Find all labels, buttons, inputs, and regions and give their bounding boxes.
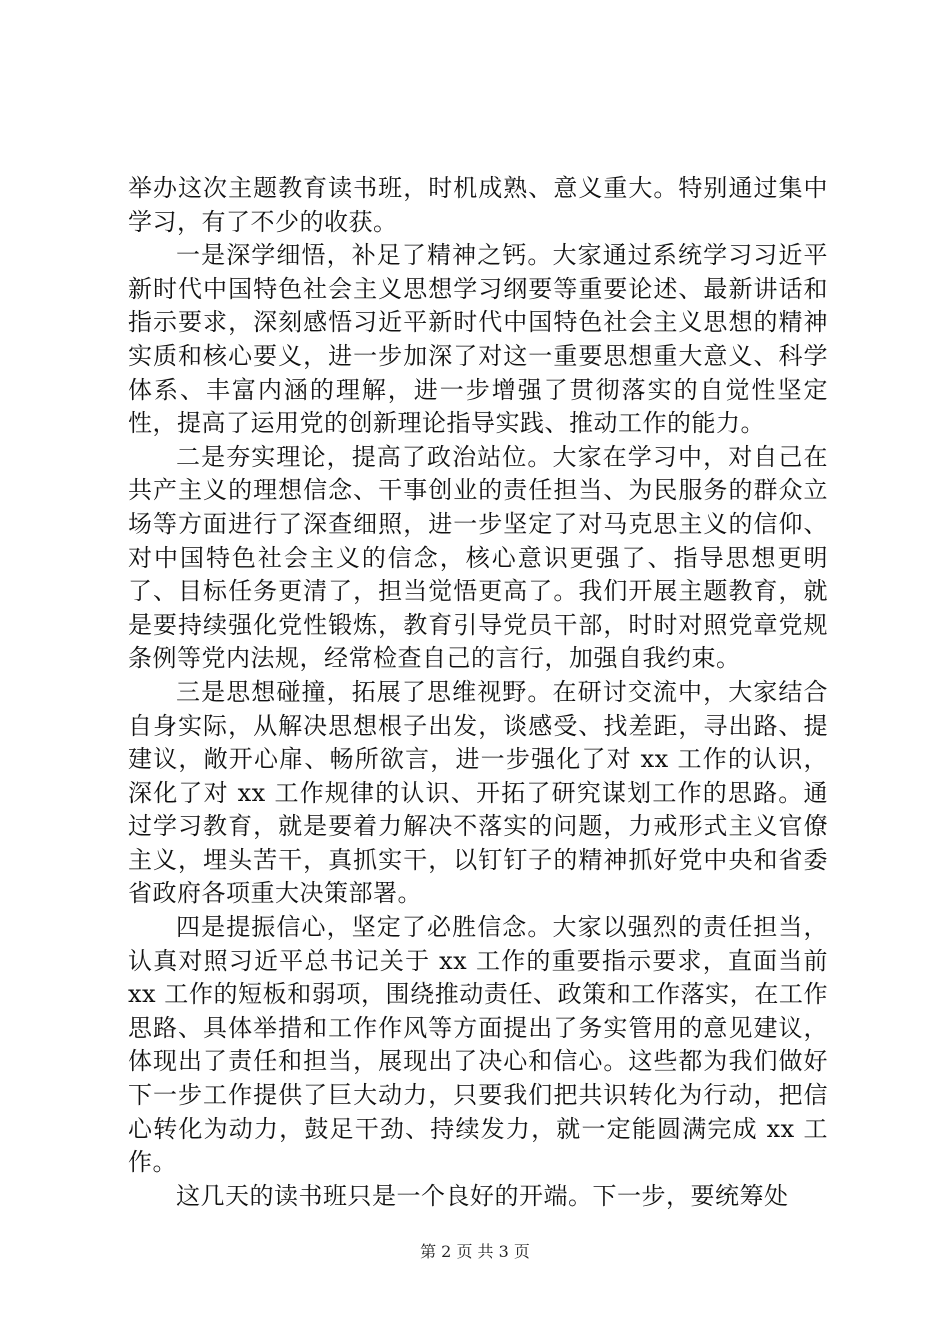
paragraph-intro: 举办这次主题教育读书班，时机成熟、意义重大。特别通过集中学习，有了不少的收获。 bbox=[128, 174, 828, 236]
page-number-footer: 第 2 页 共 3 页 bbox=[420, 1242, 530, 1261]
paragraph-next-steps: 这几天的读书班只是一个良好的开端。下一步，要统筹处 bbox=[176, 1181, 789, 1210]
paragraph-point-four: 四是提振信心，坚定了必胜信念。大家以强烈的责任担当，认真对照习近平总书记关于 xx 工作的重要指示要求，直面当前 xx 工作的短板和弱项，围绕推动责任、政策和工作落实，在工作思路、具体举措和工作作风等方面提出了务实管用的意见建议，体现出了责任和担当，展现出了决心和信心。这些都为我们做好下一步工作提供了巨大动力，只要我们把共识转化为行动，把信心转化为动力，鼓足干劲、持续发力，就一定能圆满完成 xx 工作。 bbox=[128, 913, 828, 1177]
paragraph-point-three: 三是思想碰撞，拓展了思维视野。在研讨交流中，大家结合自身实际，从解决思想根子出发，谈感受、找差距，寻出路、提建议，敞开心扉、畅所欲言，进一步强化了对 xx 工作的认识，深化了对 xx 工作规律的认识、开拓了研究谋划工作的思路。通过学习教育，就是要着力解决不落实的问题，力戒形式主义官僚主义，埋头苦干，真抓实干，以钉钉子的精神抓好党中央和省委省政府各项重大决策部署。 bbox=[128, 677, 828, 908]
paragraph-point-two: 二是夯实理论，提高了政治站位。大家在学习中，对自己在共产主义的理想信念、干事创业的责任担当、为民服务的群众立场等方面进行了深查细照，进一步坚定了对马克思主义的信仰、对中国特色社会主义的信念，核心意识更强了、指导思想更明了、目标任务更清了，担当觉悟更高了。我们开展主题教育，就是要持续强化党性锻炼，教育引导党员干部，时时对照党章党规条例等党内法规，经常检查自己的言行，加强自我约束。 bbox=[128, 442, 828, 673]
document-body bbox=[128, 172, 828, 1213]
paragraph-point-one: 一是深学细悟，补足了精神之钙。大家通过系统学习习近平新时代中国特色社会主义思想学习纲要等重要论述、最新讲话和指示要求，深刻感悟习近平新时代中国特色社会主义思想的精神实质和核心要义，进一步加深了对这一重要思想重大意义、科学体系、丰富内涵的理解，进一步增强了贯彻落实的自觉性坚定性，提高了运用党的创新理论指导实践、推动工作的能力。 bbox=[128, 241, 828, 438]
